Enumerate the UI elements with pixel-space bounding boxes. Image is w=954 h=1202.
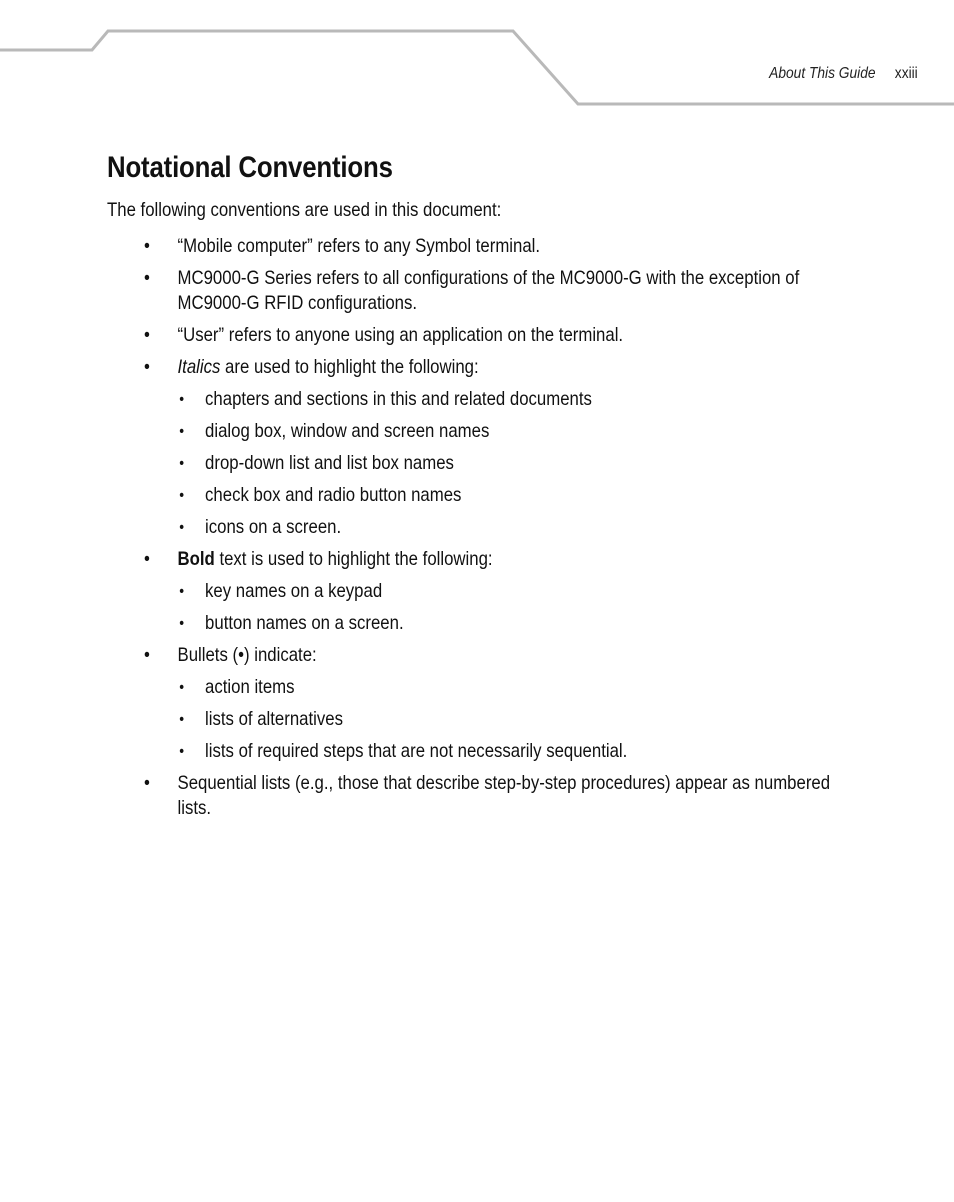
sublist-item — [107, 387, 864, 412]
sublist-item-text: key names on a keypad — [205, 580, 383, 602]
list-item-text: “Mobile computer” refers to any Symbol terminal. — [177, 235, 541, 257]
list-item — [107, 355, 864, 540]
sublist-item-text: icons on a screen. — [205, 516, 342, 538]
sublist — [178, 387, 864, 540]
bullet-icon: • — [179, 679, 185, 696]
sublist — [178, 579, 864, 636]
conventions-list — [107, 234, 864, 821]
sublist-item — [107, 579, 864, 604]
bullet-icon: • — [143, 235, 150, 257]
sublist-item-text: chapters and sections in this and related documents — [205, 388, 592, 410]
sublist-item — [107, 739, 864, 764]
bullet-icon: • — [179, 615, 185, 632]
sublist-item-text: lists of required steps that are not necessarily sequential. — [205, 740, 628, 762]
bullet-icon: • — [179, 743, 185, 760]
list-item — [107, 323, 864, 348]
list-item-text: text is used to highlight the following: — [214, 548, 493, 570]
header-rule-decoration — [0, 0, 954, 110]
sublist-item-text: button names on a screen. — [205, 612, 404, 634]
bullet-icon: • — [179, 583, 185, 600]
running-header-chapter: About This Guide — [769, 65, 876, 82]
page-content — [107, 150, 864, 828]
list-item — [107, 266, 864, 316]
list-item-text: Sequential lists (e.g., those that describe step-by-step procedures) appear as numbered lists. — [177, 772, 831, 819]
sublist-item — [107, 451, 864, 476]
list-item-text: Bullets (•) indicate: — [177, 644, 317, 666]
list-item-lead-italic: Italics — [177, 356, 221, 378]
bullet-icon: • — [143, 644, 150, 666]
running-header — [769, 65, 918, 83]
list-item-text: “User” refers to anyone using an application on the terminal. — [177, 324, 624, 346]
sublist-item-text: action items — [205, 676, 295, 698]
bullet-icon: • — [143, 772, 150, 794]
bullet-icon: • — [179, 423, 185, 440]
page-number: xxiii — [895, 65, 918, 82]
sublist-item-text: check box and radio button names — [205, 484, 462, 506]
sublist-item — [107, 483, 864, 508]
sublist-item-text: dialog box, window and screen names — [205, 420, 490, 442]
bullet-icon: • — [143, 324, 150, 346]
list-item — [107, 771, 864, 821]
bullet-icon: • — [179, 391, 185, 408]
list-item — [107, 234, 864, 259]
sublist-item — [107, 611, 864, 636]
list-item — [107, 547, 864, 636]
list-item — [107, 643, 864, 764]
sublist-item — [107, 675, 864, 700]
bullet-icon: • — [143, 548, 150, 570]
section-title: Notational Conventions — [107, 151, 393, 184]
sublist-item — [107, 419, 864, 444]
bullet-icon: • — [143, 267, 150, 289]
bullet-icon: • — [179, 487, 185, 504]
sublist-item — [107, 707, 864, 732]
sublist-item — [107, 515, 864, 540]
list-item-text: are used to highlight the following: — [220, 356, 479, 378]
section-intro: The following conventions are used in this document: — [107, 199, 502, 221]
bullet-icon: • — [179, 711, 185, 728]
sublist-item-text: lists of alternatives — [205, 708, 343, 730]
list-item-lead-bold: Bold — [177, 548, 215, 570]
bullet-icon: • — [179, 455, 185, 472]
bullet-icon: • — [143, 356, 150, 378]
sublist — [178, 675, 864, 764]
sublist-item-text: drop-down list and list box names — [205, 452, 454, 474]
bullet-icon: • — [179, 519, 185, 536]
list-item-text: MC9000-G Series refers to all configurations of the MC9000-G with the exception of MC9000-G RFID configurations. — [177, 267, 800, 314]
